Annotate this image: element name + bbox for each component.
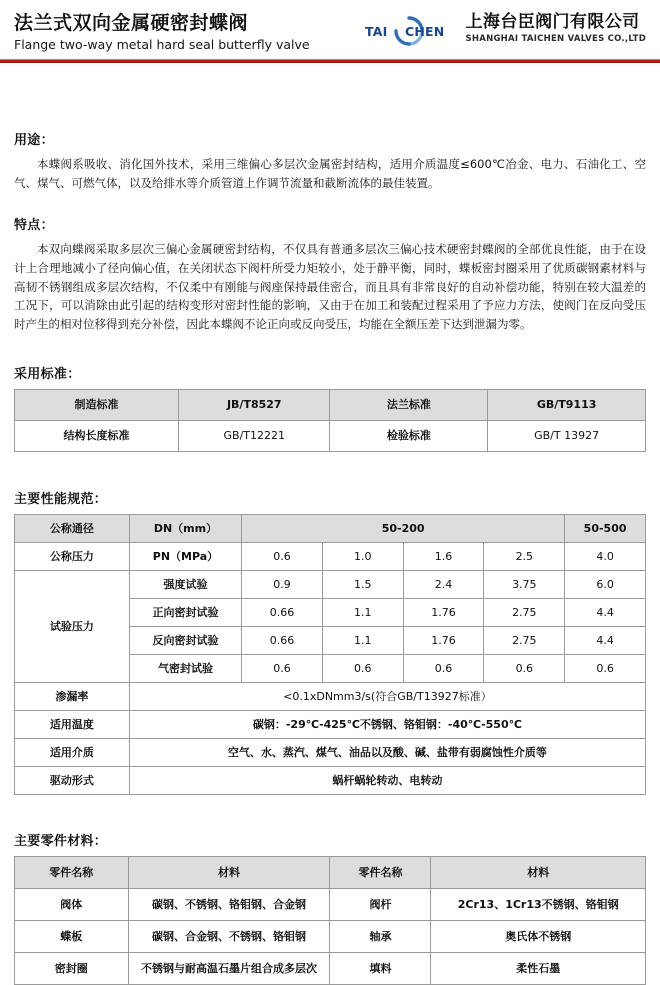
- taichen-logo-icon: [365, 14, 457, 48]
- materials-header-cell: 材料: [431, 857, 646, 889]
- spec-leak-label: 渗漏率: [15, 683, 130, 711]
- spec-drive-label: 驱动形式: [15, 767, 130, 795]
- spec-dn-range-last: 50-500: [565, 515, 646, 543]
- spec-test-name: 强度试验: [129, 571, 241, 599]
- table-row: [15, 543, 646, 571]
- page-title-cn: 法兰式双向金属硬密封蝶阀: [14, 12, 249, 34]
- spec-test-value: 1.76: [403, 627, 484, 655]
- table-row: [15, 711, 646, 739]
- standards-cell: GB/T 13927: [488, 421, 646, 452]
- materials-header-cell: 材料: [128, 857, 330, 889]
- spec-dn-range-main: 50-200: [242, 515, 565, 543]
- spec-leak-value: <0.1xDNmm3/s(符合GB/T13927标准）: [129, 683, 645, 711]
- standards-cell: GB/T9113: [488, 390, 646, 421]
- spec-test-value: 2.75: [484, 627, 565, 655]
- spec-pn-value: 0.6: [242, 543, 323, 571]
- table-row: [15, 739, 646, 767]
- table-row: [15, 683, 646, 711]
- spec-dn-label: 公称通径: [15, 515, 130, 543]
- materials-table: [14, 856, 646, 985]
- materials-part-name: 填料: [330, 953, 431, 985]
- spec-test-pressure-label: 试验压力: [15, 571, 130, 683]
- section-heading-usage: 用途：: [14, 133, 54, 148]
- standards-cell: GB/T12221: [179, 421, 330, 452]
- spec-test-value: 0.6: [242, 655, 323, 683]
- spec-test-value: 4.4: [565, 599, 646, 627]
- document-title-block: [14, 12, 310, 53]
- table-row: [15, 571, 646, 599]
- document-content: [0, 129, 660, 985]
- materials-header-cell: 零件名称: [15, 857, 129, 889]
- spec-test-value: 0.66: [242, 627, 323, 655]
- header-divider-rule: [0, 59, 660, 63]
- spec-test-value: 2.4: [403, 571, 484, 599]
- standards-table: [14, 389, 646, 452]
- spec-temp-label: 适用温度: [15, 711, 130, 739]
- spec-medium-value: 空气、水、蒸汽、煤气、油品以及酸、碱、盐带有弱腐蚀性介质等: [129, 739, 645, 767]
- standards-cell: 法兰标准: [330, 390, 488, 421]
- materials-part-name: 轴承: [330, 921, 431, 953]
- company-block: [466, 14, 646, 44]
- table-row: [15, 921, 646, 953]
- table-row: [15, 857, 646, 889]
- table-row: [15, 390, 646, 421]
- standards-cell: JB/T8527: [179, 390, 330, 421]
- company-name-cn: 上海台臣阀门有限公司: [465, 12, 640, 32]
- spec-dn-unit: DN（mm）: [129, 515, 241, 543]
- table-row: [15, 421, 646, 452]
- standards-cell: 检验标准: [330, 421, 488, 452]
- table-row: [15, 953, 646, 985]
- materials-part-material: 2Cr13、1Cr13不锈钢、铬钼钢: [431, 889, 646, 921]
- svg-text:TAI: TAI: [364, 24, 388, 39]
- spec-test-value: 1.1: [322, 599, 403, 627]
- spec-pn-value: 4.0: [565, 543, 646, 571]
- spec-test-value: 0.9: [242, 571, 323, 599]
- materials-part-name: 阀体: [15, 889, 129, 921]
- materials-part-material: 碳钢、不锈钢、铬钼钢、合金钢: [128, 889, 330, 921]
- svg-text:CHEN: CHEN: [404, 24, 444, 39]
- spec-test-value: 1.1: [322, 627, 403, 655]
- materials-part-name: 阀杆: [330, 889, 431, 921]
- materials-part-material: 奥氏体不锈钢: [431, 921, 646, 953]
- section-heading-features: 特点：: [14, 218, 54, 234]
- spec-pn-unit: PN（MPa）: [129, 543, 241, 571]
- spec-test-value: 0.66: [242, 599, 323, 627]
- company-name-en: SHANGHAI TAICHEN VALVES CO.,LTD: [465, 34, 646, 44]
- spec-drive-value: 蜗杆蜗轮转动、电转动: [129, 767, 645, 795]
- spec-pn-label: 公称压力: [15, 543, 130, 571]
- materials-part-material: 柔性石墨: [431, 953, 646, 985]
- spec-pn-value: 1.0: [322, 543, 403, 571]
- usage-paragraph: 本蝶阀系吸收、消化国外技术，采用三维偏心多层次金属密封结构，适用介质温度≤600℃冶金、电力、石油化工、空气、煤气、可燃气体，以及给排水等介质管道上作调节流量和截断流体的最佳装置。: [14, 157, 646, 190]
- spec-test-name: 反向密封试验: [129, 627, 241, 655]
- section-heading-specs: 主要性能规范：: [14, 492, 108, 508]
- table-row: [15, 515, 646, 543]
- materials-part-material: 碳钢、合金钢、不锈钢、铬钼钢: [128, 921, 330, 953]
- spec-test-value: 1.76: [403, 599, 484, 627]
- section-heading-standards: 采用标准：: [14, 367, 81, 383]
- performance-specs-table: [14, 514, 646, 795]
- materials-part-name: 蝶板: [15, 921, 129, 953]
- spec-test-value: 0.6: [403, 655, 484, 683]
- spec-test-value: 4.4: [565, 627, 646, 655]
- materials-header-cell: 零件名称: [330, 857, 431, 889]
- page-title-en: Flange two-way metal hard seal butterfly valve: [14, 37, 310, 53]
- spec-temp-value: 碳钢：-29℃-425℃不锈钢、铬钼钢：-40℃-550℃: [129, 711, 645, 739]
- spec-pn-value: 2.5: [484, 543, 565, 571]
- materials-part-name: 密封圈: [15, 953, 129, 985]
- spec-test-value: 3.75: [484, 571, 565, 599]
- table-row: [15, 767, 646, 795]
- spec-test-value: 0.6: [322, 655, 403, 683]
- standards-cell: 制造标准: [15, 390, 179, 421]
- features-paragraph: 本双向蝶阀采取多层次三偏心金属硬密封结构，不仅具有普通多层次三偏心技术硬密封蝶阀的全部优良性能，由于在设计上合理地减小了径向偏心值，在关闭状态下阀杆所受力矩较小，处于静平衡，同时，蝶板密封圈采用了优质碳钢素材料与高韧不锈钢组成多层次结构，不仅柔中有刚能与阀座保持最佳密合，而且具有非常良好的自动补偿功能，特别在较大温差的工况下，可以消除由此引起的结构变形对密封性能的影响，又由于在加工和装配过程采用了予应力方法，使阀门在反向受压时产生的相对位移得到充分补偿，因此本蝶阀不论正向或反向受压，均能在全额压差下达到泄漏为零。: [14, 242, 646, 331]
- standards-cell: 结构长度标准: [15, 421, 179, 452]
- spec-test-value: 1.5: [322, 571, 403, 599]
- spec-medium-label: 适用介质: [15, 739, 130, 767]
- spec-test-name: 正向密封试验: [129, 599, 241, 627]
- section-heading-materials: 主要零件材料：: [14, 834, 108, 850]
- page-header: [0, 0, 660, 58]
- spec-test-name: 气密封试验: [129, 655, 241, 683]
- spec-test-value: 6.0: [565, 571, 646, 599]
- spec-test-value: 2.75: [484, 599, 565, 627]
- table-row: [15, 889, 646, 921]
- spec-pn-value: 1.6: [403, 543, 484, 571]
- materials-part-material: 不锈钢与耐高温石墨片组合成多层次: [128, 953, 330, 985]
- brand-block: [365, 12, 646, 48]
- spec-test-value: 0.6: [565, 655, 646, 683]
- spec-test-value: 0.6: [484, 655, 565, 683]
